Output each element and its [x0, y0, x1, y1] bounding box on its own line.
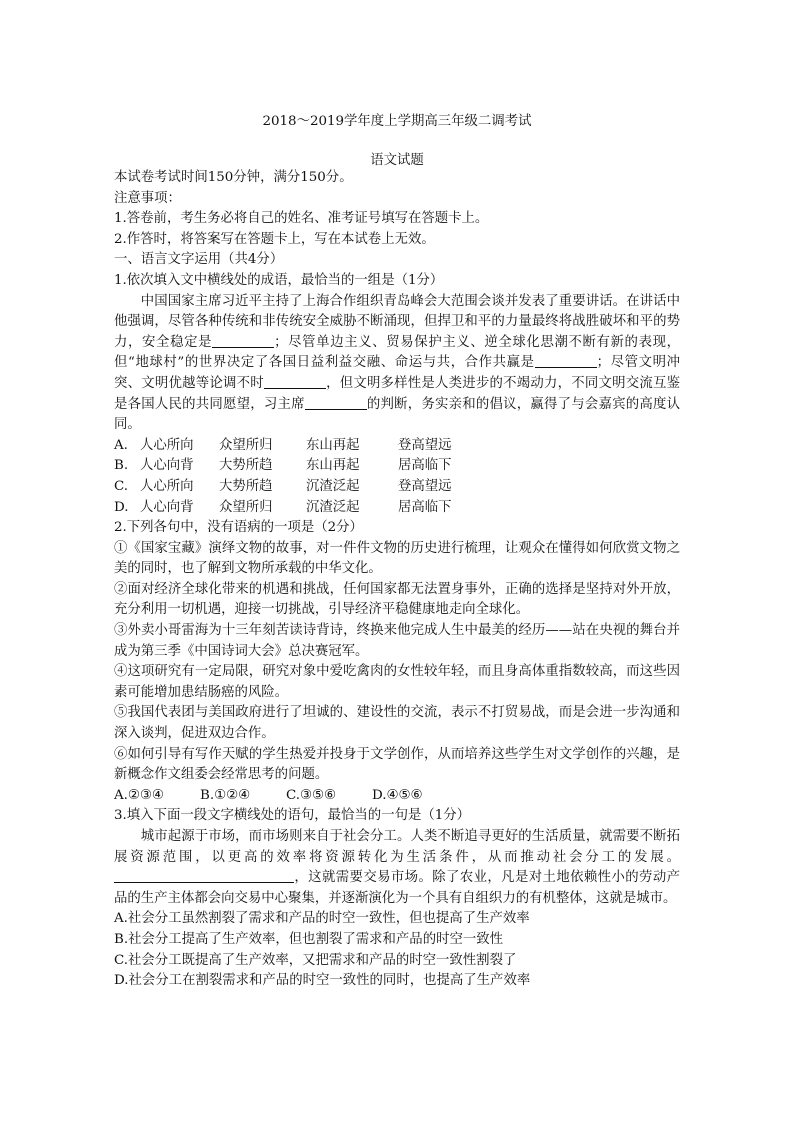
q1-passage-part-c: ；尽管文明冲突、文明优越等论调不时 — [114, 355, 680, 391]
notes-heading: 注意事项： — [114, 190, 181, 206]
q2-stem: 2.下列各句中，没有语病的一项是（2分） — [114, 520, 363, 536]
option-idiom-3: 东山再起 — [306, 458, 360, 474]
q2-choices — [114, 786, 680, 807]
q3-blank — [114, 868, 294, 883]
q3-option-b: B.社会分工提高了生产效率，但也割裂了需求和产品的时空一致性 — [114, 931, 504, 947]
q1-passage-part-d: ，但文明多样性是人类进步的不竭动力，不同文明交流互鉴是各国人民的共同愿望，习主席 — [114, 375, 681, 412]
q2-sentence-1: ①《国家宝藏》演绎文物的故事，对一件件文物的历史进行梳理，让观众在懂得如何欣赏文物之美的同时，也了解到文物所承载的中华文化。 — [114, 540, 680, 577]
option-idiom-4: 居高临下 — [398, 499, 452, 515]
q1-passage-part-b: ；尽管单边主义、贸易保护主义、逆全球化思潮不断有新的表现，但“地球村”的世界决定了各国日益利益交融、命运与共，合作共赢是 — [114, 334, 681, 371]
option-idiom-3: 东山再起 — [306, 437, 360, 453]
section-1-heading: 一、语言文字运用（共4分） — [114, 252, 284, 268]
q1-blank-4 — [305, 395, 367, 410]
option-idiom-2: 众望所归 — [219, 437, 273, 453]
q2-choice-b: B.①②④ — [200, 787, 251, 803]
q3-passage-part-b: ，这就需要交易市场。除了农业，凡是对土地依赖性小的劳动产品的生产主体都会向交易中心聚集，并逐渐演化为一个具有自组织力的有机整体，这就是城市。 — [114, 870, 680, 906]
q3-option-c: C.社会分工既提高了生产效率，又把需求和产品的时空一致性割裂了 — [114, 952, 517, 968]
option-letter: A. — [114, 437, 128, 453]
option-idiom-2: 大势所趋 — [219, 458, 273, 474]
q2-sentence-3: ③外卖小哥雷海为十三年刻苦读诗背诗，终换来他完成人生中最美的经历——站在央视的舞台并成为第三季《中国诗词大会》总决赛冠军。 — [114, 623, 680, 659]
option-letter: D. — [114, 499, 129, 515]
subject-title: 语文试题 — [370, 153, 424, 168]
option-idiom-4: 登高望远 — [398, 437, 452, 453]
q3-passage-part-a: 城市起源于市场，而市场则来自于社会分工。人类不断追寻更好的生活质量，就需要不断拓展资源范围，以更高的效率将资源转化为生活条件，从而推动社会分工的发展。 — [114, 829, 680, 865]
q2-sentence-5: ⑤我国代表团与美国政府进行了坦诚的、建设性的交流，表示不打贸易战，而是会进一步沟通和深入谈判，促进双边合作。 — [114, 705, 680, 742]
option-idiom-4: 居高临下 — [398, 458, 452, 474]
option-idiom-1: 人心向背 — [140, 499, 194, 515]
option-idiom-4: 登高望远 — [398, 478, 452, 494]
option-letter: C. — [114, 478, 129, 494]
q2-sentence-2: ②面对经济全球化带来的机遇和挑战，任何国家都无法置身事外，正确的选择是坚持对外开放，充分利用一切机遇，迎接一切挑战，引导经济平稳健康地走向全球化。 — [114, 581, 680, 618]
option-idiom-3: 沉渣泛起 — [306, 499, 360, 515]
q3-passage — [114, 827, 680, 909]
q1-blank-3 — [264, 374, 326, 389]
option-idiom-2: 众望所归 — [219, 499, 273, 515]
note-1: 1.答卷前，考生务必将自己的姓名、准考证号填写在答题卡上。 — [114, 211, 489, 227]
q2-sentence-4: ④这项研究有一定局限，研究对象中爱吃禽肉的女性较年轻，而且身高体重指数较高，而这些因素可能增加患结肠癌的风险。 — [114, 664, 680, 700]
q2-choice-a: A.②③④ — [114, 787, 164, 803]
time-note: 本试卷考试时间150分钟，满分150分。 — [114, 170, 353, 185]
exam-title: 2018～2019学年度上学期高三年级二调考试 — [262, 114, 532, 129]
q1-passage — [114, 292, 680, 436]
q3-option-d: D.社会分工在割裂需求和产品的时空一致性的同时，也提高了生产效率 — [114, 973, 531, 989]
q1-passage-part-e: 的判断，务实亲和的倡议，赢得了与会嘉宾的高度认同。 — [114, 396, 680, 433]
q1-option-d — [114, 498, 680, 519]
option-idiom-1: 人心所向 — [140, 437, 194, 453]
option-idiom-2: 大势所趋 — [219, 478, 273, 494]
q1-option-a — [114, 436, 680, 457]
q1-blank-2 — [535, 353, 597, 368]
option-letter: B. — [114, 458, 129, 474]
q1-blank-1 — [212, 333, 274, 348]
q1-passage-part-a: 中国国家主席习近平主持了上海合作组织青岛峰会大范围会谈并发表了重要讲话。在讲话中他强调，尽管各种传统和非传统安全威胁不断涌现，但捍卫和平的力量最终将战胜破坏和平的势力，安全稳定是 — [114, 293, 680, 350]
q2-sentence-6: ⑥如何引导有写作天赋的学生热爱并投身于文学创作，从而培养这些学生对文学创作的兴趣，是新概念作文组委会经常思考的问题。 — [114, 746, 680, 783]
option-idiom-1: 人心所向 — [140, 478, 194, 494]
q2-choice-c: C.③⑤⑥ — [286, 787, 337, 803]
q1-option-b — [114, 456, 680, 477]
exam-body — [114, 168, 680, 992]
note-2: 2.作答时，将答案写在答题卡上，写在本试卷上无效。 — [114, 231, 435, 247]
option-idiom-1: 人心向背 — [140, 458, 194, 474]
q1-option-c — [114, 477, 680, 498]
option-idiom-3: 沉渣泛起 — [306, 478, 360, 494]
q3-stem: 3.填入下面一段文字横线处的语句，最恰当的一句是（1分） — [114, 808, 471, 824]
q3-option-a: A.社会分工虽然割裂了需求和产品的时空一致性，但也提高了生产效率 — [114, 911, 530, 927]
q1-stem: 1.依次填入文中横线处的成语，最恰当的一组是（1分） — [114, 272, 444, 288]
q2-choice-d: D.④⑤⑥ — [372, 787, 423, 803]
